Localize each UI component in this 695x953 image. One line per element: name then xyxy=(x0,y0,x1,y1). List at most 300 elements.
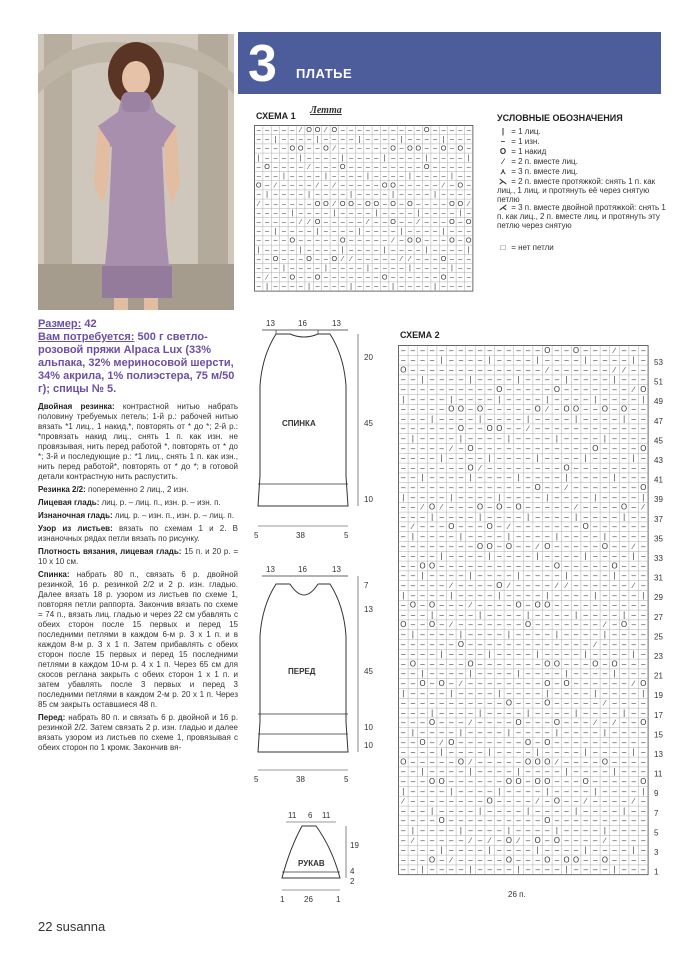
svg-text:|: | xyxy=(498,492,501,502)
svg-text:–: – xyxy=(439,443,444,453)
svg-text:–: – xyxy=(424,226,429,236)
svg-text:–: – xyxy=(516,541,521,551)
svg-text:O: O xyxy=(544,816,551,826)
svg-text:–: – xyxy=(315,189,320,199)
svg-text:–: – xyxy=(391,134,396,144)
svg-text:∕: ∕ xyxy=(527,424,529,434)
svg-text:–: – xyxy=(391,263,396,273)
svg-text:–: – xyxy=(449,649,454,659)
svg-text:–: – xyxy=(602,443,608,453)
svg-text:–: – xyxy=(420,453,425,463)
svg-text:–: – xyxy=(458,355,464,365)
svg-text:–: – xyxy=(477,453,483,463)
svg-text:–: – xyxy=(439,385,444,394)
svg-text:∕: ∕ xyxy=(508,522,510,532)
svg-text:O: O xyxy=(486,796,493,806)
svg-text:–: – xyxy=(420,757,425,767)
svg-text:–: – xyxy=(429,541,435,551)
svg-text:–: – xyxy=(458,659,464,669)
svg-text:|: | xyxy=(642,394,645,404)
svg-text:–: – xyxy=(420,355,425,365)
svg-text:∕: ∕ xyxy=(367,217,369,227)
svg-text:–: – xyxy=(593,532,598,541)
svg-text:–: – xyxy=(641,816,646,826)
svg-text:|: | xyxy=(479,512,482,522)
svg-text:–: – xyxy=(401,522,406,532)
svg-text:|: | xyxy=(431,512,434,522)
svg-text:–: – xyxy=(593,365,598,375)
svg-text:–: – xyxy=(458,561,464,571)
svg-text:–: – xyxy=(468,737,473,747)
svg-text:∕: ∕ xyxy=(450,443,452,453)
svg-text:–: – xyxy=(535,639,540,649)
svg-text:–: – xyxy=(468,649,473,659)
svg-text:–: – xyxy=(449,826,454,835)
svg-text:–: – xyxy=(506,708,512,718)
svg-text:–: – xyxy=(564,590,569,600)
svg-text:–: – xyxy=(602,502,608,512)
svg-text:–: – xyxy=(593,610,598,620)
svg-text:–: – xyxy=(564,492,569,502)
svg-text:–: – xyxy=(307,134,312,144)
legend-text: = 1 изн. xyxy=(509,137,540,146)
svg-text:–: – xyxy=(602,639,608,649)
svg-text:–: – xyxy=(516,610,521,620)
svg-text:–: – xyxy=(554,845,560,855)
svg-text:–: – xyxy=(641,581,646,590)
svg-text:∕: ∕ xyxy=(450,581,452,590)
schema2-title: СХЕМА 2 xyxy=(400,330,440,340)
svg-text:–: – xyxy=(621,767,627,777)
svg-text:–: – xyxy=(420,845,425,855)
svg-text:–: – xyxy=(593,551,598,561)
svg-text:–: – xyxy=(554,404,560,414)
svg-text:–: – xyxy=(458,502,464,512)
svg-text:–: – xyxy=(441,244,446,254)
svg-text:–: – xyxy=(382,235,387,245)
svg-text:–: – xyxy=(554,522,560,532)
svg-text:–: – xyxy=(516,796,521,806)
svg-text:–: – xyxy=(410,561,416,571)
svg-text:–: – xyxy=(631,816,636,826)
svg-text:–: – xyxy=(554,639,560,649)
svg-text:–: – xyxy=(407,134,412,144)
svg-text:–: – xyxy=(433,162,438,171)
svg-text:–: – xyxy=(458,551,464,561)
svg-text:–: – xyxy=(525,561,531,571)
svg-text:–: – xyxy=(458,806,464,816)
svg-text:–: – xyxy=(554,414,560,424)
svg-text:–: – xyxy=(602,512,608,522)
svg-text:–: – xyxy=(516,414,521,424)
svg-text:–: – xyxy=(573,757,579,767)
svg-text:–: – xyxy=(583,532,588,541)
svg-text:–: – xyxy=(401,698,406,708)
svg-text:|: | xyxy=(613,375,616,385)
svg-text:–: – xyxy=(612,512,617,522)
svg-text:–: – xyxy=(506,385,512,394)
svg-text:–: – xyxy=(525,639,531,649)
svg-text:–: – xyxy=(506,375,512,385)
svg-text:|: | xyxy=(358,134,361,144)
svg-text:–: – xyxy=(487,561,492,571)
svg-text:|: | xyxy=(527,414,530,424)
svg-text:–: – xyxy=(407,217,412,227)
svg-text:–: – xyxy=(468,483,473,492)
svg-text:–: – xyxy=(410,492,416,502)
svg-text:–: – xyxy=(621,659,627,669)
svg-text:–: – xyxy=(545,630,550,639)
svg-text:–: – xyxy=(458,590,464,600)
svg-text:–: – xyxy=(315,152,320,162)
svg-text:–: – xyxy=(433,198,438,208)
row-number: 23 xyxy=(654,652,663,661)
svg-text:–: – xyxy=(439,512,444,522)
svg-text:–: – xyxy=(641,737,646,747)
svg-text:∕: ∕ xyxy=(409,254,411,263)
svg-text:–: – xyxy=(631,826,636,835)
svg-text:∕: ∕ xyxy=(308,162,310,171)
svg-text:–: – xyxy=(401,424,406,434)
svg-text:–: – xyxy=(497,620,502,630)
svg-text:∕: ∕ xyxy=(508,581,510,590)
svg-text:O: O xyxy=(407,235,413,245)
svg-text:–: – xyxy=(612,708,617,718)
svg-text:–: – xyxy=(641,806,646,816)
svg-text:–: – xyxy=(631,708,636,718)
svg-text:–: – xyxy=(256,171,261,181)
svg-text:–: – xyxy=(535,492,540,502)
svg-text:–: – xyxy=(401,355,406,365)
svg-text:–: – xyxy=(449,600,454,610)
svg-text:O: O xyxy=(457,180,464,190)
svg-text:–: – xyxy=(564,345,569,355)
svg-text:–: – xyxy=(477,532,483,541)
svg-text:–: – xyxy=(468,424,473,434)
svg-text:–: – xyxy=(468,845,473,855)
svg-text:|: | xyxy=(411,434,414,443)
svg-text:–: – xyxy=(441,217,446,227)
header-band xyxy=(238,32,661,94)
svg-text:–: – xyxy=(410,669,416,679)
svg-text:–: – xyxy=(298,189,303,199)
svg-text:–: – xyxy=(374,217,379,227)
svg-text:O: O xyxy=(438,816,445,826)
svg-text:–: – xyxy=(382,254,387,263)
svg-text:O: O xyxy=(621,502,628,512)
svg-text:–: – xyxy=(525,434,531,443)
paragraph-front xyxy=(38,713,238,753)
svg-text:–: – xyxy=(583,385,588,394)
svg-text:–: – xyxy=(357,217,362,227)
svg-text:–: – xyxy=(449,125,454,135)
svg-text:–: – xyxy=(564,541,569,551)
svg-text:O: O xyxy=(611,659,618,669)
svg-text:–: – xyxy=(535,767,540,777)
svg-text:–: – xyxy=(391,208,396,217)
svg-text:–: – xyxy=(506,659,512,669)
svg-text:–: – xyxy=(525,669,531,679)
svg-text:|: | xyxy=(565,669,568,679)
svg-text:–: – xyxy=(573,845,579,855)
svg-text:–: – xyxy=(401,375,406,385)
svg-text:–: – xyxy=(564,747,569,757)
svg-text:–: – xyxy=(641,561,646,571)
svg-text:–: – xyxy=(410,777,416,786)
svg-text:–: – xyxy=(641,845,646,855)
svg-text:–: – xyxy=(583,679,588,688)
svg-text:–: – xyxy=(273,235,278,245)
svg-text:–: – xyxy=(477,669,483,679)
svg-text:–: – xyxy=(612,630,617,639)
svg-text:O: O xyxy=(314,198,321,208)
svg-text:∕: ∕ xyxy=(442,180,445,190)
svg-text:|: | xyxy=(575,512,578,522)
svg-text:O: O xyxy=(601,757,608,767)
svg-text:–: – xyxy=(468,620,473,630)
svg-text:O: O xyxy=(390,217,396,227)
svg-text:–: – xyxy=(612,835,617,845)
svg-text:–: – xyxy=(516,424,521,434)
svg-text:–: – xyxy=(506,737,512,747)
svg-text:–: – xyxy=(441,171,446,181)
svg-text:–: – xyxy=(307,244,312,254)
svg-text:O: O xyxy=(544,541,551,551)
svg-text:–: – xyxy=(583,483,588,492)
back-top-1: 13 xyxy=(266,319,275,328)
svg-text:–: – xyxy=(340,125,345,135)
svg-text:–: – xyxy=(439,865,444,875)
back-head: Спинка: xyxy=(38,570,70,579)
svg-text:–: – xyxy=(497,443,502,453)
row-number: 29 xyxy=(654,593,663,603)
svg-text:–: – xyxy=(401,443,406,453)
svg-text:–: – xyxy=(298,272,303,282)
svg-text:–: – xyxy=(410,816,416,826)
svg-text:∕: ∕ xyxy=(633,385,635,394)
svg-text:|: | xyxy=(536,453,539,463)
svg-text:O: O xyxy=(331,125,338,135)
svg-text:|: | xyxy=(308,281,311,291)
svg-text:–: – xyxy=(441,198,446,208)
svg-text:–: – xyxy=(573,434,579,443)
svg-text:|: | xyxy=(467,244,470,254)
svg-text:–: – xyxy=(583,688,588,698)
svg-text:–: – xyxy=(441,208,446,217)
svg-text:–: – xyxy=(420,855,425,865)
svg-text:–: – xyxy=(420,639,425,649)
svg-text:–: – xyxy=(641,365,646,375)
svg-text:–: – xyxy=(449,134,454,144)
svg-text:–: – xyxy=(391,254,396,263)
svg-text:–: – xyxy=(441,125,446,135)
svg-text:–: – xyxy=(564,551,569,561)
svg-text:–: – xyxy=(631,659,636,669)
svg-text:–: – xyxy=(554,708,560,718)
svg-text:–: – xyxy=(535,620,540,630)
svg-text:–: – xyxy=(497,816,502,826)
svg-text:–: – xyxy=(641,698,646,708)
svg-text:–: – xyxy=(497,630,502,639)
svg-text:–: – xyxy=(602,718,608,728)
svg-text:–: – xyxy=(468,747,473,757)
svg-text:∕: ∕ xyxy=(342,254,344,263)
svg-text:–: – xyxy=(429,786,435,796)
svg-text:O: O xyxy=(486,522,493,532)
svg-text:–: – xyxy=(602,571,608,581)
svg-text:–: – xyxy=(458,463,464,473)
svg-text:–: – xyxy=(340,263,345,273)
svg-text:–: – xyxy=(433,125,438,135)
svg-text:–: – xyxy=(535,590,540,600)
schema1-script-label: Летта xyxy=(310,105,342,116)
svg-text:–: – xyxy=(477,345,483,355)
svg-text:∕: ∕ xyxy=(350,254,352,263)
svg-text:O: O xyxy=(429,855,436,865)
svg-text:–: – xyxy=(349,162,354,171)
svg-text:–: – xyxy=(365,134,370,144)
svg-text:O: O xyxy=(457,639,464,649)
svg-text:|: | xyxy=(594,786,597,796)
svg-text:|: | xyxy=(392,189,395,199)
svg-text:O: O xyxy=(601,541,608,551)
svg-text:–: – xyxy=(439,767,444,777)
svg-text:–: – xyxy=(340,189,345,199)
svg-text:–: – xyxy=(433,254,438,263)
svg-text:–: – xyxy=(281,143,286,153)
svg-text:O: O xyxy=(592,443,599,453)
svg-text:–: – xyxy=(497,708,502,718)
paragraph-back xyxy=(38,570,238,710)
svg-text:|: | xyxy=(316,226,319,236)
svg-text:O: O xyxy=(415,143,422,153)
svg-text:–: – xyxy=(621,786,627,796)
svg-text:–: – xyxy=(516,365,521,375)
svg-text:–: – xyxy=(410,679,416,688)
svg-text:O: O xyxy=(467,463,474,473)
svg-text:–: – xyxy=(602,561,608,571)
svg-text:–: – xyxy=(641,796,646,806)
front-label: ПЕРЕД xyxy=(288,667,316,676)
svg-text:–: – xyxy=(525,375,531,385)
svg-text:–: – xyxy=(631,786,636,796)
svg-text:–: – xyxy=(593,816,598,826)
svg-text:–: – xyxy=(449,747,454,757)
svg-text:–: – xyxy=(449,414,454,424)
svg-text:–: – xyxy=(439,345,444,355)
svg-text:–: – xyxy=(621,835,627,845)
svg-text:–: – xyxy=(256,208,261,217)
svg-text:–: – xyxy=(554,541,560,551)
svg-text:–: – xyxy=(466,263,471,273)
svg-text:O: O xyxy=(415,235,422,245)
svg-text:|: | xyxy=(421,571,424,581)
svg-text:–: – xyxy=(401,571,406,581)
svg-text:–: – xyxy=(477,737,483,747)
svg-text:|: | xyxy=(400,134,403,144)
svg-text:–: – xyxy=(281,208,286,217)
svg-text:–: – xyxy=(525,865,531,875)
svg-text:–: – xyxy=(583,502,588,512)
svg-text:–: – xyxy=(410,855,416,865)
svg-text:|: | xyxy=(536,747,539,757)
svg-text:–: – xyxy=(449,453,454,463)
svg-text:|: | xyxy=(459,208,462,217)
row-number: 51 xyxy=(654,377,663,387)
legend-symbol: | xyxy=(501,127,505,136)
svg-text:–: – xyxy=(583,463,588,473)
svg-text:–: – xyxy=(458,541,464,551)
svg-text:O: O xyxy=(534,483,541,492)
svg-text:–: – xyxy=(449,375,454,385)
svg-text:–: – xyxy=(535,522,540,532)
svg-text:–: – xyxy=(497,669,502,679)
svg-text:|: | xyxy=(434,281,437,291)
svg-text:–: – xyxy=(573,659,579,669)
schema1-title: СХЕМА 1 xyxy=(256,111,296,121)
svg-text:–: – xyxy=(401,649,406,659)
svg-text:–: – xyxy=(439,796,444,806)
svg-text:–: – xyxy=(545,806,550,816)
svg-text:–: – xyxy=(468,434,473,443)
svg-text:–: – xyxy=(631,757,636,767)
svg-text:∕: ∕ xyxy=(642,502,644,512)
svg-text:–: – xyxy=(487,688,492,698)
svg-text:–: – xyxy=(332,134,337,144)
svg-text:|: | xyxy=(440,551,443,561)
svg-text:–: – xyxy=(564,355,569,365)
svg-text:–: – xyxy=(641,610,646,620)
svg-text:O: O xyxy=(390,180,396,190)
svg-text:–: – xyxy=(516,620,521,630)
svg-text:–: – xyxy=(487,708,492,718)
svg-text:–: – xyxy=(497,777,502,786)
svg-text:–: – xyxy=(420,728,425,737)
svg-text:O: O xyxy=(457,143,464,153)
svg-text:–: – xyxy=(641,600,646,610)
svg-text:–: – xyxy=(365,152,370,162)
svg-text:–: – xyxy=(602,522,608,532)
svg-text:–: – xyxy=(641,757,646,767)
svg-text:–: – xyxy=(621,590,627,600)
svg-text:–: – xyxy=(583,581,588,590)
svg-text:–: – xyxy=(410,610,416,620)
svg-text:–: – xyxy=(612,728,617,737)
svg-text:–: – xyxy=(487,483,492,492)
svg-text:–: – xyxy=(468,777,473,786)
svg-text:–: – xyxy=(374,189,379,199)
instructions-text xyxy=(38,318,238,756)
svg-text:–: – xyxy=(449,698,454,708)
svg-text:–: – xyxy=(399,281,404,291)
svg-text:–: – xyxy=(477,571,483,581)
row-number: 41 xyxy=(654,475,663,485)
svg-text:–: – xyxy=(382,143,387,153)
svg-text:–: – xyxy=(458,125,463,135)
svg-text:–: – xyxy=(554,777,560,786)
svg-text:–: – xyxy=(602,865,608,875)
svg-text:–: – xyxy=(593,649,598,659)
svg-text:–: – xyxy=(593,581,598,590)
svg-text:–: – xyxy=(564,434,569,443)
svg-text:–: – xyxy=(399,162,404,171)
svg-text:–: – xyxy=(612,816,617,826)
svg-text:–: – xyxy=(458,394,464,404)
svg-text:–: – xyxy=(583,620,588,630)
svg-text:–: – xyxy=(631,698,636,708)
svg-text:–: – xyxy=(401,747,406,757)
svg-text:–: – xyxy=(449,473,454,483)
